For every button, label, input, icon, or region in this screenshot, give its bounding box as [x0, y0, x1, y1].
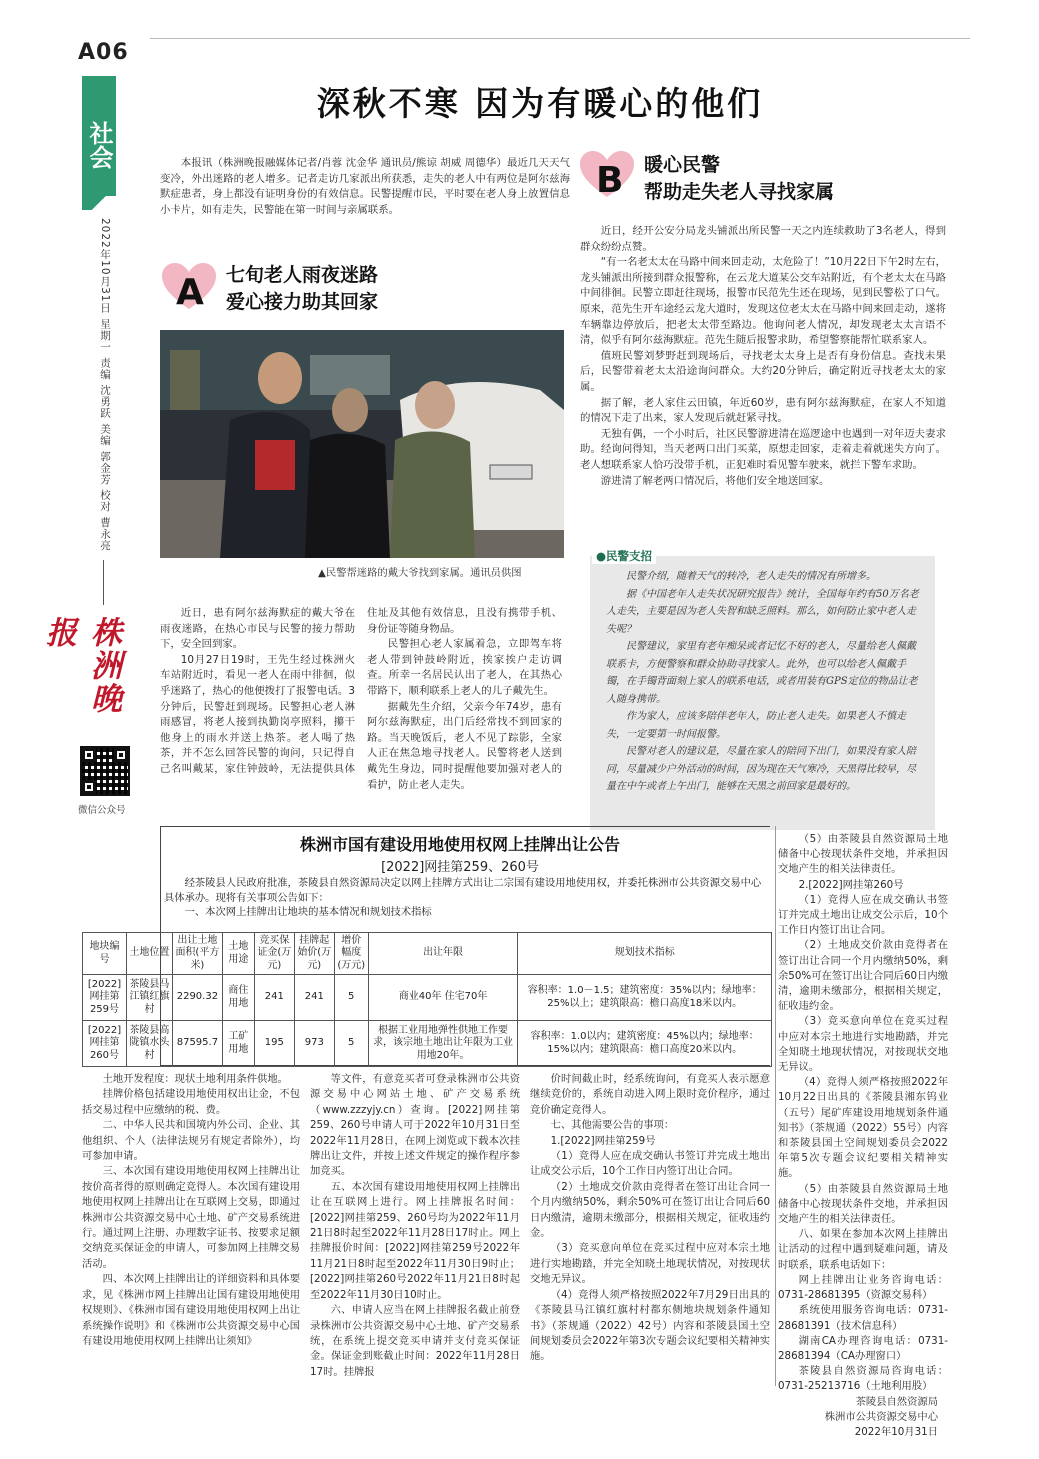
table-cell: 容积率：1.0－1.5；建筑密度：35%以内；绿地率：25%以上；建筑限高：檐口高度18米以内。: [518, 975, 772, 1021]
section-tab: 社会: [82, 76, 116, 196]
story-a-title-line2: 爱心接力助其回家: [226, 291, 379, 313]
paragraph: 据《中国老年人走失状况研究报告》统计，全国每年约有50万名老人走失，主要是因为老人失智和缺乏照料。那么，如何防止家中老人走失呢？: [606, 588, 919, 635]
table-cell: 973: [294, 1021, 334, 1067]
paragraph: 民警对老人的建议是，尽量在家人的陪同下出门，如果没有家人陪同，尽量减少户外活动的时间，因为现在天气寒冷，天黑得比较早，尽量在中午或者上午出门，能够在天黑之前回家是最好的。: [606, 746, 916, 792]
story-b-title-line2: 帮助走失老人寻找家属: [644, 181, 835, 203]
notice-title: 株洲市国有建设用地使用权网上挂牌出让公告: [299, 835, 620, 854]
notice-right-column: [778, 832, 948, 1440]
notice-subtitle: [2022]网挂第259、260号: [381, 860, 539, 875]
paragraph: （2）土地成交价款由竞得者在签订出让合同一个月内缴纳50%，剩余50%可在签订出让合同后60日内缴清，逾期未缴部分，根据相关规定，征收违约金。: [778, 939, 948, 1013]
photo-caption: ▲民警帮迷路的戴大爷找到家属。通讯员供图: [318, 567, 522, 579]
notice-signature: [778, 1395, 948, 1441]
paragraph: 价时间截止时，经系统询问，有竞买人表示愿意继续竞价的，系统自动进入网上限时竞价程序，通过竞价确定竞得人。: [530, 1073, 770, 1116]
table-cell: 商业40年 住宅70年: [368, 975, 518, 1021]
paragraph: 等文件，有意竞买者可登录株洲市公共资源交易中心网站土地、矿产交易系统（www.zzzyjy.cn）查询。[2022]网挂第259、260号申请人可于2022年10月31日至2022年11月28日，在网上浏览或下载本次挂牌出让文件，并按上述文件规定的操作程序参加竞买。: [310, 1073, 520, 1178]
story-b-title: [644, 152, 834, 206]
section-tab-tail: [82, 196, 116, 210]
page-number: A06: [78, 40, 129, 65]
paragraph: 近日，经开公安分局龙头铺派出所民警一天之内连续救助了3名老人，得到群众纷纷点赞。: [580, 225, 946, 253]
story-a-letter: A: [176, 272, 204, 313]
paragraph: （1）竞得人应在成交确认书签订并完成土地出让成交公示后，10个工作日内签订出让合同。: [778, 893, 948, 937]
paragraph: 值班民警刘梦野赶到现场后，寻找老太太身上是否有身份信息。查找未果后，民警带着老太太沿途询问群众。大约20分钟后，确定附近寻找老太太的家属。: [580, 349, 946, 393]
newspaper-logo: 株洲晚报: [40, 616, 121, 715]
paragraph: “有一名老太太在马路中间来回走动，太危险了！”10月22日下午2时左右，龙头铺派出所接到群众报警称，在云龙大道某公交车站附近，有个老太太在马路中间徘徊。民警立即赶往现场，报警市民范先生还在现场，见到民警松了口气。原来，范先生开车途经云龙大道时，发现这位老太太在马路中间来回走动，遂将车辆靠边停放后，把老太太带至路边。他询问老人情况，却发现老太太言语不清，似乎有阿尔兹海默症。范先生随后报警求助，希望警察能帮忙联系家人。: [580, 256, 946, 347]
table-cell: 241: [254, 975, 294, 1021]
table-header: 土地用途: [222, 933, 254, 975]
police-tips-text: [606, 568, 924, 796]
table-cell: [2022]网挂第260号: [83, 1021, 127, 1067]
paragraph: （1）竞得人应在成交确认书签订并完成土地出让成交公示后，10个工作日内签订出让合同。: [530, 1150, 770, 1178]
paragraph: 作为家人，应该多陪伴老年人，防止老人走失。如果老人不慎走失，一定要第一时间报警。: [606, 711, 906, 740]
table-header: 竞买保证金(万元): [254, 933, 294, 975]
paragraph: 近日，患有阿尔兹海默症的戴大爷在雨夜迷路，在热心市民与民警的接力帮助下，安全回到家。: [160, 607, 355, 651]
contact-line: 湖南CA办理咨询电话：0731-28681394（CA办理窗口）: [778, 1334, 948, 1362]
paragraph: 一、本次网上挂牌出让地块的基本情况和规划技术指标: [184, 906, 432, 918]
table-cell: 87595.7: [172, 1021, 222, 1067]
paragraph: 土地开发程度：现状土地利用条件供地。: [102, 1073, 288, 1085]
qr-code-icon: [80, 746, 130, 796]
police-tips-tag: ●民警支招: [592, 548, 656, 564]
story-b-letter: B: [596, 160, 624, 201]
paragraph: 八、如果在参加本次网上挂牌出让活动的过程中遇到疑难问题，请及时联系，联系电话如下：: [778, 1228, 948, 1271]
table-cell: 工矿用地: [222, 1021, 254, 1067]
paragraph: （2）土地成交价款由竞得者在签订出让合同一个月内缴纳50%，剩余50%可在签订出让合同后60日内缴清，逾期未缴部分，根据相关规定，征收违约金。: [530, 1180, 770, 1240]
table-cell: 5: [334, 975, 368, 1021]
table-header-row: [83, 933, 772, 975]
notice-intro: [164, 876, 762, 920]
paragraph: 三、本次国有建设用地使用权网上挂牌出让按价高者得的原则确定竞得人。本次国有建设用地使用权网上挂牌出让在互联网上交易，即通过株洲市公共资源交易中心土地、矿产交易系统进行。通过网上注册、办理数字证书、按要求足额交纳竞买保证金的申请人，可参加网上挂牌交易活动。: [82, 1165, 300, 1270]
signature-line: 2022年10月31日: [854, 1425, 938, 1438]
paragraph: 四、本次网上挂牌出让的详细资料和具体要求，见《株洲市网上挂牌出让国有建设用地使用权规则》、《株洲市国有建设用地使用权网上出让系统操作说明》和《株洲市公共资源交易中心国有建设用地使用权网上挂牌出让须知》: [82, 1273, 300, 1347]
signature-line: 株洲市公共资源交易中心: [824, 1410, 938, 1423]
paragraph: 经茶陵县人民政府批准，茶陵县自然资源局决定以网上挂牌方式出让二宗国有建设用地使用权，并委托株洲市公共资源交易中心具体承办。现将有关事项公告如下：: [164, 877, 762, 904]
paragraph: （5）由茶陵县自然资源局土地储备中心按现状条件交地，并承担因交地产生的相关法律责任。: [778, 1182, 948, 1226]
paragraph: 据了解，老人家住云田镇，年近60岁，患有阿尔兹海默症，在家人不知道的情况下走了出来，家人发现后就赶紧寻找。: [580, 396, 946, 425]
paragraph: 据戴先生介绍，父亲今年74岁，患有阿尔兹海默症，出门后经常找不到回家的路。当天晚饭后，老人不见了踪影，全家人正在焦急地寻找老人。民警将老人送到戴先生身边，同时提醒他要加强对老人的看护，防止老人走失。: [367, 700, 562, 791]
table-row: [83, 1021, 772, 1067]
table-header: 规划技术指标: [518, 933, 772, 975]
table-header: 出让土地面积(平方米): [172, 933, 222, 975]
notice-column-2: [310, 1072, 520, 1380]
paragraph: 挂牌价格包括建设用地使用权出让金，不包括交易过程中应缴纳的税、费。: [82, 1088, 300, 1116]
paragraph: 六、申请人应当在网上挂牌报名截止前登录株洲市公共资源交易中心土地、矿产交易系统，在系统上提交竞买申请并支付竞买保证金。保证金到账截止时间：2022年11月28日17时。挂牌报: [310, 1304, 520, 1378]
paragraph: （5）由茶陵县自然资源局土地储备中心按现状条件交地，并承担因交地产生的相关法律责任。: [778, 833, 948, 876]
story-a-title-line1: 七旬老人雨夜迷路: [226, 264, 379, 286]
paragraph: 七、其他需要公告的事项：: [550, 1119, 675, 1132]
table-cell: 241: [294, 975, 334, 1021]
table-cell: 5: [334, 1021, 368, 1067]
contact-line: 网上挂牌出让业务咨询电话：0731-28681395（资源交易科）: [778, 1273, 948, 1302]
table-header: 土地位置: [126, 933, 172, 975]
story-a-body: [160, 606, 562, 806]
paragraph: （4）竞得人须严格按照2022年7月29日出具的《茶陵县马江镇红旗村村都东侧地块规划条件通知书》（茶规通（2022）42号）内容和茶陵县国土空间规划委员会2022年第3次专题会议纪要相关精神实施。: [530, 1288, 770, 1363]
story-a-photo: [160, 330, 564, 558]
paragraph: 游进清了解老两口情况后，将他们安全地送回家。: [600, 474, 830, 487]
table-cell: 根据工业用地弹性供地工作要求，该宗地土地出让年限为工业用地20年。: [368, 1021, 518, 1067]
table-cell: 容积率：1.0以内；建筑密度：45%以内；绿地率：15%以内；建筑限高：檐口高度20米以内。: [518, 1021, 772, 1067]
land-parcel-table: [82, 932, 772, 1067]
story-a-title: [226, 262, 378, 316]
table-cell: 商住用地: [222, 975, 254, 1021]
contact-line: 茶陵县自然资源局咨询电话：0731-25213716（土地利用股）: [778, 1365, 948, 1393]
table-cell: 2290.32: [172, 975, 222, 1021]
signature-line: 茶陵县自然资源局: [855, 1395, 938, 1408]
bullet-icon: ●: [596, 549, 607, 563]
table-cell: 茶陵县马江镇红旗村: [126, 975, 172, 1021]
paragraph: （3）竞买意向单位在竞买过程中应对本宗土地进行实地勘踏，并完全知晓土地现状情况，对按现状交地无异议。: [530, 1242, 770, 1286]
paragraph: （3）竞买意向单位在竞买过程中应对本宗土地进行实地勘踏，并完全知晓土地现状情况，对按现状交地无异议。: [778, 1015, 948, 1074]
issue-info: 2022年10月31日 星期一 责编 沈勇跃 美编 郭金芳 校对 曹永亮: [99, 218, 111, 552]
table-header: 增价幅度(万元): [334, 933, 368, 975]
side-rule: [103, 560, 104, 605]
paragraph: 民警建议，家里有老年痴呆或者记忆不好的老人，尽量给老人佩戴联系卡，方便警察和群众协助寻找家人。此外，也可以给老人佩戴手镯，在手镯背面刻上家人的联系电话，或者用装有GPS定位的物品让老人随身携带。: [606, 641, 918, 705]
table-cell: 195: [254, 1021, 294, 1067]
page-headline: 深秋不寒 因为有暖心的他们: [316, 84, 764, 123]
paragraph: 民警担心老人家属着急，立即驾车将老人带到钟鼓岭附近，挨家挨户走访调查。所幸一名居民认出了老人，在其热心带路下，顺利联系上老人的儿子戴先生。: [367, 638, 562, 697]
paragraph: 五、本次国有建设用地使用权网上挂牌出让在互联网上进行。网上挂牌报名时间：[2022]网挂第259、260号均为2022年11月21日8时起至2022年11月28日17时止。网上挂牌报价时间：[2022]网挂第259号2022年11月21日8时起至2022年11月30日9时止；[2022]网挂第260号2022年11月21日8时起至2022年11月30日10时止。: [310, 1180, 520, 1301]
top-rule: [150, 38, 970, 39]
table-header: 地块编号: [83, 933, 127, 975]
table-cell: 茶陵县高陇镇水头村: [126, 1021, 172, 1067]
story-b-title-line1: 暖心民警: [644, 154, 721, 176]
table-header: 出让年限: [368, 933, 518, 975]
paragraph: 二、中华人民共和国境内外公司、企业、其他组织、个人（法律法规另有规定者除外），均可参加申请。: [82, 1119, 300, 1163]
qr-caption: 微信公众号: [78, 805, 126, 816]
lead-paragraph: 本报讯（株洲晚报融媒体记者/肖蓉 沈金华 通讯员/熊谅 胡威 周德华）最近几天天气变冷，外出迷路的老人增多。记者走访几家派出所获悉，走失的老人中有两位是阿尔兹海默症患者，身上都没有证明身份的有效信息。民警提醒市民，平时要在老人身上放置信息小卡片，如有走失，民警能在第一时间与亲属联系。: [160, 157, 570, 216]
paragraph: 1.[2022]网挂第259号: [550, 1134, 656, 1147]
table-header: 挂牌起始价(万元): [294, 933, 334, 975]
paragraph: 无独有偶，一个小时后，社区民警游进清在巡逻途中也遇到一对年迈夫妻求助。经询问得知，当天老两口出门买菜，原想走回家，走着走着就迷失方向了。老人想联系家人恰巧没带手机，正犯难时看见警车驶来，就拦下警车求助。: [580, 427, 946, 471]
notice-column-1: [82, 1072, 300, 1349]
paragraph: 2.[2022]网挂第260号: [798, 878, 904, 891]
story-b-body: [580, 224, 946, 489]
paragraph: 10月27日19时，王先生经过株洲火车站附近时，看见一老人在雨中徘徊，似乎迷路了，热心的他便拨打了报警电话。3分钟后，民警赶到现场。民警担心老人淋雨感冒，将老人接到执勤岗亭照料，攥干他身上的雨水并送上热茶。老人喝了热茶，并不怎么回答民警的询问，只记得自己名叫戴某，家住钟鼓岭，无法提供具体住址及其他有效信息，且没有携带手机、身份证等随身物品。: [160, 607, 562, 775]
contact-line: 系统使用服务咨询电话：0731-28681391（技术信息科）: [778, 1304, 948, 1332]
paragraph: （4）竞得人须严格按照2022年10月22日出具的《茶陵县湘东钨业（五号）尾矿库建设用地规划条件通知书》（茶规通（2022）55号）内容和茶陵县国土空间规划委员会2022年第5次专题会议纪要相关精神实施。: [778, 1076, 948, 1180]
notice-column-3: [530, 1072, 770, 1365]
paragraph: 民警介绍，随着天气的转冷，老人走失的情况有所增多。: [626, 571, 876, 582]
column-divider: [775, 826, 776, 1386]
table-row: [83, 975, 772, 1021]
table-cell: [2022]网挂第259号: [83, 975, 127, 1021]
